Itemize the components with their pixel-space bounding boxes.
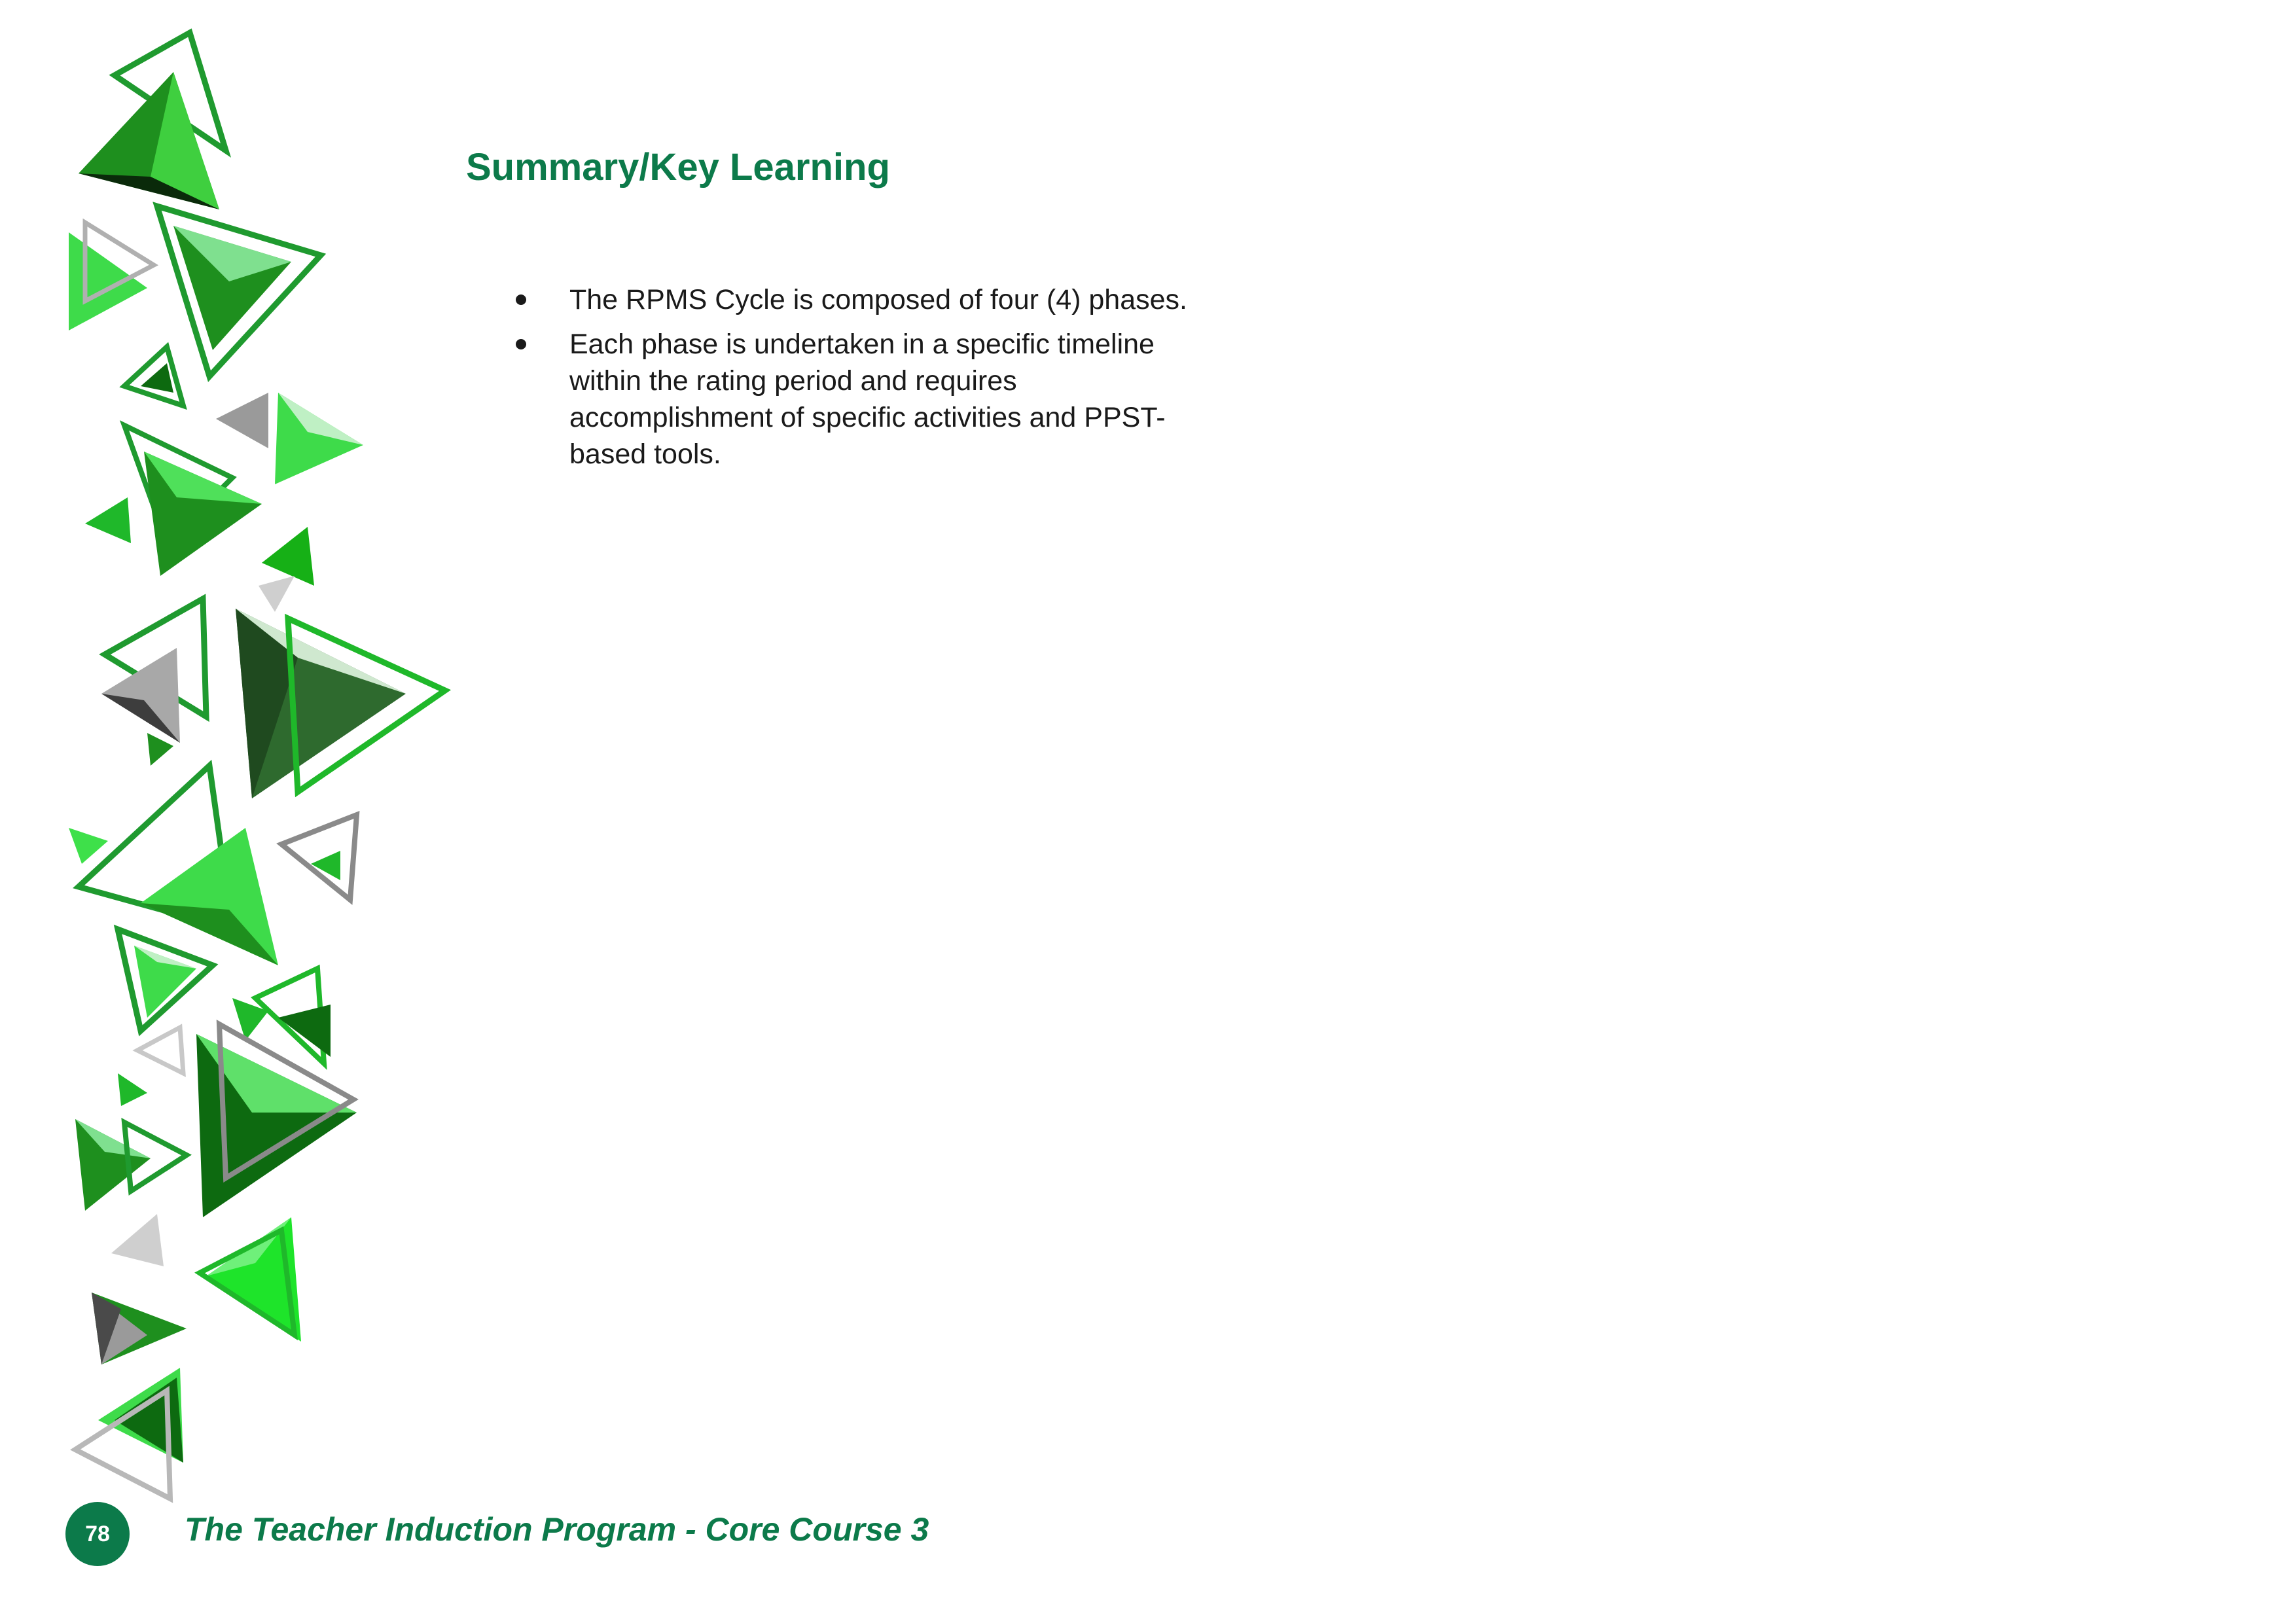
decor-triangle [216,393,268,448]
decor-triangle [311,851,340,880]
decor-triangle [147,733,173,766]
bullet-icon [516,294,526,305]
page-title: Summary/Key Learning [466,146,890,188]
list-item-text: Each phase is undertaken in a specific timeline within the rating period and requires accomplishment of specific activities and PPST-based tools. [569,329,1166,470]
decor-triangle [118,1073,147,1106]
decor-triangle [281,815,357,900]
list-item [511,326,1296,473]
decor-triangle [69,828,108,864]
decor-triangle [137,1027,183,1073]
decorative-triangle-border [0,0,471,1531]
decor-triangle [85,497,131,543]
bullet-icon [516,339,526,349]
decor-triangle [259,576,295,612]
footer-title: The Teacher Induction Program - Core Course 3 [185,1511,929,1548]
list-item [511,281,1296,318]
page-number-badge: 78 [65,1502,130,1566]
decor-triangle [111,1214,164,1266]
list-item-text: The RPMS Cycle is composed of four (4) phases. [569,284,1187,315]
key-learning-list [511,281,1296,480]
decor-triangle [69,232,147,330]
decor-triangle [262,527,314,586]
